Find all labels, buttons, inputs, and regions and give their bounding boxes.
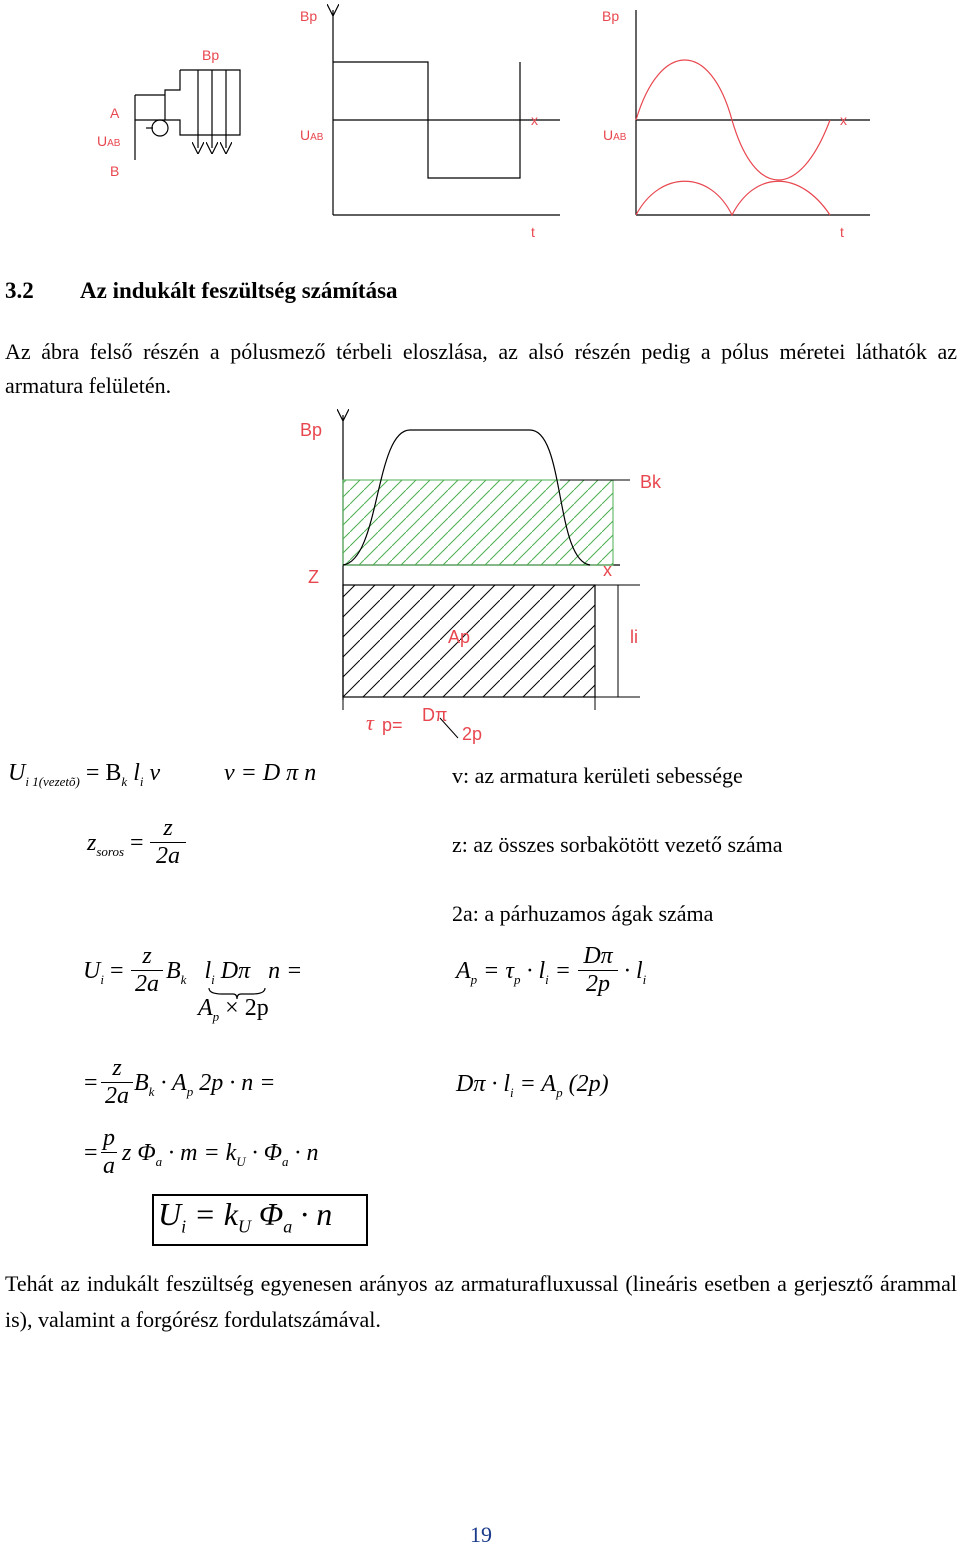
label-x-middle: x (531, 112, 538, 128)
equation-ui: $U_i$ = (83, 958, 124, 987)
label-bp-fig2: Bp (300, 420, 323, 440)
section-number: 3.2 (5, 278, 34, 303)
underbrace-label: $A_p \times 2p$ (198, 995, 269, 1024)
equation-zsoros: $z_{soros}$ = (87, 830, 144, 859)
paragraph-intro: Az ábra felső részén a pólusmező térbeli eloszlása, az alsó részén pedig a pólus méretei láthatók az armatura felületén. (5, 339, 957, 398)
section-title: Az indukált feszültség számítása (80, 278, 398, 303)
frac-line4: $\frac{p}{a}$ (103, 1125, 115, 1179)
label-bk: Bk (640, 472, 662, 492)
equation-ui-rhs: $B_k$ $l_i$ Dπ n = (166, 958, 303, 987)
label-b: B (110, 163, 120, 179)
equation-dpi: $D\pi \cdot l_i = A_p$ (2p) (456, 1071, 609, 1100)
label-2p: 2p (462, 724, 483, 744)
label-x-fig2: x (603, 560, 612, 580)
page-number: 19 (470, 1522, 492, 1547)
label-x-right: x (840, 112, 847, 128)
desc-2a: 2a: a párhuzamos ágak száma (452, 901, 714, 926)
label-bp-right: Bp (602, 8, 620, 24)
desc-z: z: az összes sorbakötött vezető száma (452, 832, 783, 857)
label-z-fig2: Z (308, 567, 319, 587)
frac-ap: $\frac{D\pi}{2p}$ (578, 943, 618, 998)
figure-2-diagram (0, 0, 960, 760)
equation-v: v = D π n (224, 760, 317, 786)
label-t-middle: t (531, 224, 535, 240)
paragraph-conclusion: Tehát az indukált feszültség egyenesen arányos az armaturafluxussal (lineáris esetben a gerjesztő árammal is), valamint a forgórész fordulatszámával. (5, 1271, 957, 1332)
label-uab-middle: UAB (300, 127, 324, 143)
frac-zsoros: $\frac{z}{2a}$ (150, 815, 186, 870)
label-ap: Ap (448, 627, 471, 647)
equation-line4-eq: = (84, 1140, 98, 1166)
label-uab-right: UAB (603, 127, 627, 143)
equation-ap: $A_p = \tau_p \cdot l_i$ = (456, 958, 571, 987)
label-tau: τ (366, 710, 374, 735)
frac-line3: $\frac{z}{2a}$ (101, 1055, 133, 1110)
label-li: li (630, 627, 638, 647)
equation-line3-eq: = (84, 1070, 98, 1096)
desc-v: v: az armatura kerületi sebessége (452, 763, 743, 788)
label-uab-left: UAB (97, 133, 121, 149)
equation-ui1: $U_{i 1(vezetõ)} = B_k$ $l_i$ v (8, 760, 161, 789)
equation-line3: $B_k \cdot A_p$ 2p · n = (134, 1070, 276, 1099)
equation-line4: z $\Phi_a \cdot m = k_U \cdot \Phi_a \cdot n$ (122, 1140, 319, 1169)
label-bp-middle: Bp (300, 8, 318, 24)
label-a: A (110, 105, 120, 121)
equation-ap-end: · $l_i$ (624, 958, 647, 987)
label-p-eq: p= (382, 715, 403, 735)
label-dpi: Dπ (422, 705, 448, 725)
frac-ui: $\frac{z}{2a}$ (131, 943, 163, 998)
label-t-right: t (840, 224, 844, 240)
final-equation: $U_i = k_U$ $\Phi_a \cdot n$ (158, 1196, 333, 1237)
label-bp-magnet: Bp (202, 47, 220, 63)
